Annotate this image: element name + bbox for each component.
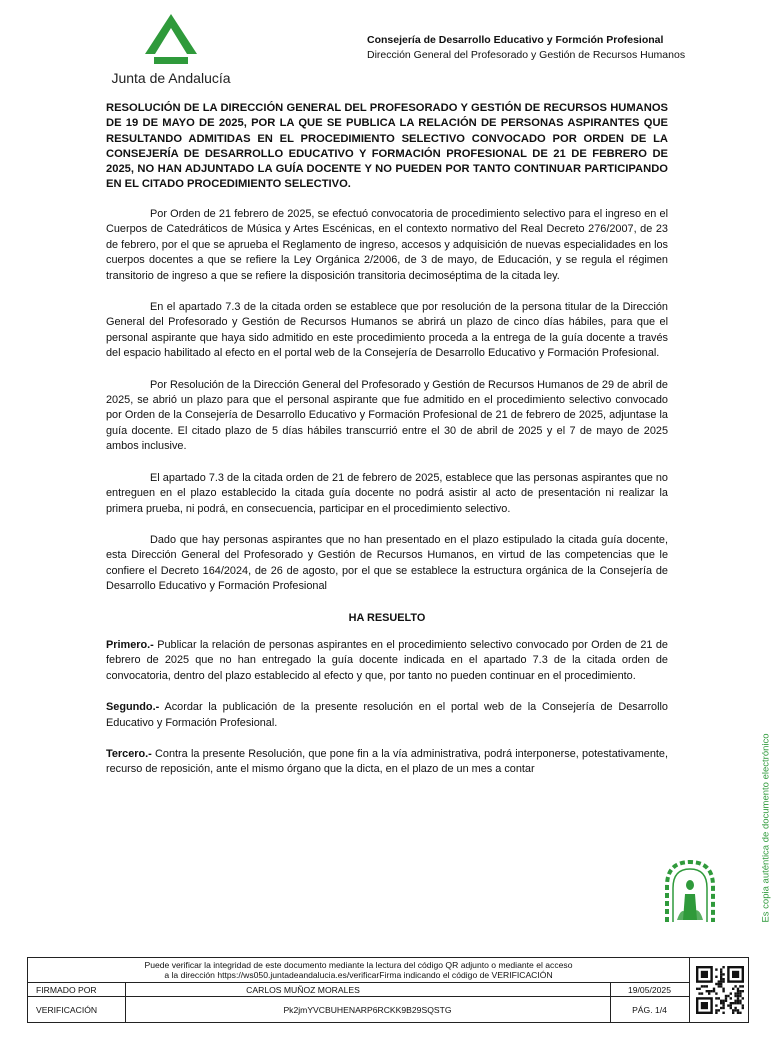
verification-row [28, 996, 689, 1023]
paragraph: Dado que hay personas aspirantes que no han presentado en el plazo estipulado la citada guía docente, esta Dirección General del Profesorado y Gestión de Recursos Humanos, en virtud de las competencias que le confiere el Decreto 164/2024, de 26 de agosto, por el que se establece la estructura orgánica de la Consejería de Desarrollo Educativo y Formación Profesional [106, 533, 668, 593]
logo-text: Junta de Andalucía [111, 70, 231, 86]
clause-segundo [106, 700, 668, 731]
verification-note [28, 958, 689, 982]
clause-text: Contra la presente Resolución, que pone fin a la vía administrativa, podrá interponerse, potestativamente, recurso de reposición, ante el mismo órgano que la dicta, en el plazo de un mes a contar [106, 747, 668, 776]
authenticity-sidebar [755, 718, 777, 938]
andalucia-seal-icon [661, 858, 719, 924]
note-line-2: a la dirección https://ws050.juntadeandalucia.es/verificarFirma indicando el código de VERIFICACIÓN [164, 970, 553, 980]
verification-code: Pk2jmYVCBUHENARP6RCKK9B29SQSTG [283, 1005, 452, 1015]
clause-text: Publicar la relación de personas aspirantes en el procedimiento selectivo convocado por Orden de 21 de febrero de 2025 que no han entregado la guía docente indicada en el apartado 7.3 de la citada orden de convocatoria, dentro del plazo establecido al efecto y que, por tanto no pueden continuar en el procedimiento. [106, 638, 668, 682]
clause-primero [106, 638, 668, 684]
page-number: PÁG. 1/4 [632, 1005, 667, 1015]
paragraph: En el apartado 7.3 de la citada orden se establece que por resolución de la persona titular de la Dirección General del Profesorado y Gestión de Recursos Humanos se abrirá un plazo de cinco días hábiles, para que el personal aspirante que haya sido admitido en este procedimiento proceda a la entrega de la guía docente a través del espacio habilitado al efecto en el portal web de la Consejería de Desarrollo Educativo y Formación Profesional. [106, 301, 668, 360]
document-header [0, 0, 781, 95]
org-line-2: Dirección General del Profesorado y Gestión de Recursos Humanos [367, 49, 686, 61]
verification-label: VERIFICACIÓN [36, 1005, 98, 1015]
paragraph: El apartado 7.3 de la citada orden de 21 de febrero de 2025, establece que las personas aspirantes que no entreguen en el plazo establecido la citada guía docente no podrá asistir al acto de presentación ni realizar la primera prueba, ni podrá, en consecuencia, participar en el procedimiento selectivo. [106, 471, 668, 515]
paragraph: Por Orden de 21 febrero de 2025, se efectuó convocatoria de procedimiento selectivo para el ingreso en el Cuerpos de Catedráticos de Música y Artes Escénicas, en el contexto normativo del Real Decreto 276/2007, de 23 de febrero, por el que se aprueba el Reglamento de ingreso, accesos y adquisición de nuevas especialidades en los cuerpos docentes a que se refiere la Ley Orgánica 2/2006, de 3 de mayo, de Educación, y se regula el régimen transitorio de ingreso a que se refiere la disposición transitoria decimoséptima de la citada ley. [106, 208, 668, 282]
clause-label: Segundo.- [106, 701, 160, 714]
authenticity-text: Es copia auténtica de documento electrónico [760, 733, 772, 923]
paragraph: Por Resolución de la Dirección General del Profesorado y Gestión de Recursos Humanos de 29 de abril de 2025, se abrió un plazo para que el personal aspirante que fue admitido en el procedimiento selectivo convocado por Orden de la Consejería de Desarrollo Educativo y Formación Profesional de 21 de febrero de 2025, adjuntase la guía docente. El citado plazo de 5 días hábiles transcurrió entre el 30 de abril de 2025 y el 7 de mayo de 2025 ambos inclusive. [106, 378, 668, 453]
clause-tercero [106, 747, 668, 778]
document-title: RESOLUCIÓN DE LA DIRECCIÓN GENERAL DEL PROFESORADO Y GESTIÓN DE RECURSOS HUMANOS DE 19 DE MAYO DE 2025, POR LA QUE SE PUBLICA LA RELACIÓN DE PERSONAS ASPIRANTES QUE RESULTANDO ADMITIDAS EN EL PROCEDIMIENTO SELECTIVO CONVOCADO POR ORDEN DE LA CONSEJERÍA DE DESARROLLO EDUCATIVO Y FORMACIÓN PROFESIONAL DE 21 DE FEBRERO DE 2025, NO HAN ADJUNTADO LA GUÍA DOCENTE Y NO PUEDEN POR TANTO CONTINUAR PARTICIPANDO EN EL CITADO PROCEDIMIENTO SELECTIVO. [106, 102, 668, 191]
verification-footer [27, 957, 749, 1023]
signer-name: CARLOS MUÑOZ MORALES [246, 985, 360, 995]
note-line-1: Puede verificar la integridad de este documento mediante la lectura del código QR adjunto o mediante el acceso [144, 960, 573, 970]
signed-label: FIRMADO POR [36, 985, 97, 995]
signed-row [28, 982, 689, 997]
org-line-1: Consejería de Desarrollo Educativo y Formción Profesional [367, 34, 664, 46]
junta-a-icon [141, 14, 201, 66]
clause-label: Primero.- [106, 638, 154, 651]
document-body [106, 207, 668, 794]
signed-date: 19/05/2025 [627, 985, 671, 995]
clause-text: Acordar la publicación de la presente resolución en el portal web de la Consejería de Desarrollo Educativo y Formación Profesional. [106, 701, 668, 729]
clause-label: Tercero.- [106, 747, 152, 760]
organization-block [367, 33, 685, 63]
junta-logo [104, 14, 238, 89]
qr-code-icon[interactable] [696, 962, 744, 1018]
resolved-heading: HA RESUELTO [348, 611, 426, 624]
